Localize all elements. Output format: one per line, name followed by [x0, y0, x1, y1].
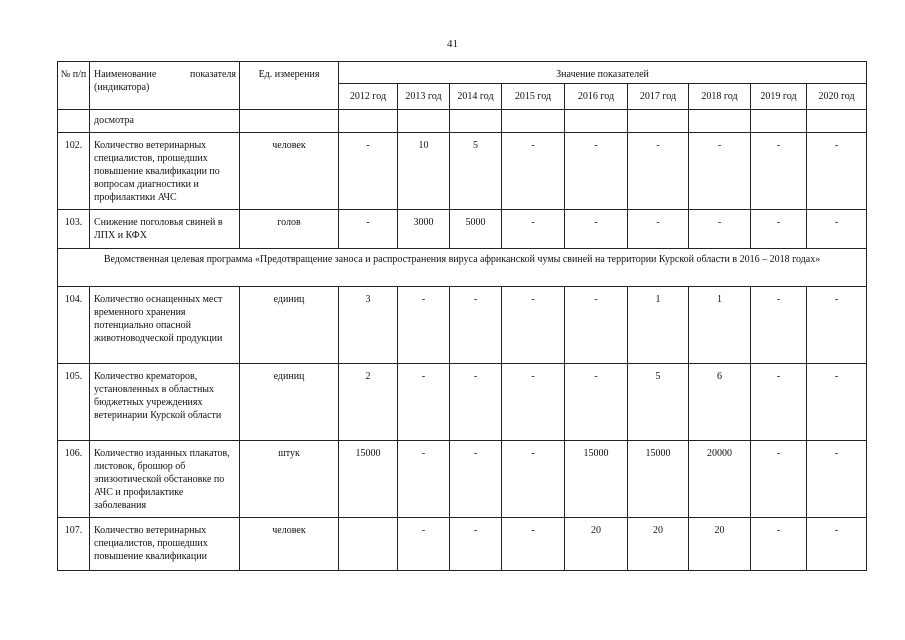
row-value: - — [502, 441, 565, 518]
row-value: - — [398, 287, 450, 364]
row-value: 15000 — [565, 441, 628, 518]
header-name-second: (индикатора) — [94, 82, 150, 93]
row-num: 105. — [58, 364, 90, 441]
row-value: - — [339, 133, 398, 210]
page-number: 41 — [447, 38, 458, 50]
header-name-right: показателя — [189, 69, 236, 80]
row-value: - — [502, 133, 565, 210]
row-value — [628, 110, 689, 133]
row-num: 104. — [58, 287, 90, 364]
row-value: 3 — [339, 287, 398, 364]
row-value: - — [565, 364, 628, 441]
header-values — [339, 62, 867, 84]
row-num: 102. — [58, 133, 90, 210]
table-row — [58, 210, 867, 249]
row-value: - — [565, 133, 628, 210]
row-value: - — [751, 441, 807, 518]
header-num-label: № п/п — [60, 69, 87, 80]
row-value — [751, 110, 807, 133]
row-unit: штук — [240, 441, 339, 518]
row-value: - — [751, 364, 807, 441]
row-unit: единиц — [240, 287, 339, 364]
row-name: Снижение поголовья свиней в ЛПХ и КФХ — [90, 210, 240, 249]
row-name: Количество изданных плакатов, листовок, брошюр об эпизоотической обстановке по АЧС и профилактике заболевания — [90, 441, 240, 518]
row-num: 106. — [58, 441, 90, 518]
row-value: - — [502, 287, 565, 364]
row-value — [398, 110, 450, 133]
row-value: - — [807, 287, 867, 364]
header-year: 2013 год — [398, 84, 450, 110]
table-row — [58, 518, 867, 571]
row-num: 103. — [58, 210, 90, 249]
header-year: 2017 год — [628, 84, 689, 110]
section-title: Ведомственная целевая программа «Предотвращение заноса и распространения вируса африканской чумы свиней на территории Курской области в 2016 – 2018 годах» — [58, 249, 867, 287]
header-year: 2014 год — [450, 84, 502, 110]
row-value: 3000 — [398, 210, 450, 249]
header-num — [58, 62, 90, 110]
table-row — [58, 364, 867, 441]
row-value: - — [689, 133, 751, 210]
row-value: - — [502, 364, 565, 441]
row-value: - — [751, 210, 807, 249]
row-value: - — [565, 210, 628, 249]
section-row — [58, 249, 867, 287]
row-value: - — [751, 133, 807, 210]
row-num — [58, 110, 90, 133]
row-unit: человек — [240, 518, 339, 571]
row-value: 15000 — [628, 441, 689, 518]
row-value: - — [751, 287, 807, 364]
row-value — [339, 110, 398, 133]
row-value: - — [450, 518, 502, 571]
header-year: 2020 год — [807, 84, 867, 110]
row-value — [339, 518, 398, 571]
row-value — [689, 110, 751, 133]
header-name-left: Наименование — [94, 69, 157, 80]
row-value: 20 — [689, 518, 751, 571]
row-value — [502, 110, 565, 133]
row-value: 20 — [628, 518, 689, 571]
row-value: 5000 — [450, 210, 502, 249]
row-value: 20000 — [689, 441, 751, 518]
row-value: - — [807, 364, 867, 441]
row-name: досмотра — [90, 110, 240, 133]
row-value: 2 — [339, 364, 398, 441]
row-value: 1 — [689, 287, 751, 364]
row-value: 6 — [689, 364, 751, 441]
row-unit: голов — [240, 210, 339, 249]
row-value: 1 — [628, 287, 689, 364]
header-year: 2015 год — [502, 84, 565, 110]
row-value: - — [807, 518, 867, 571]
row-value: - — [689, 210, 751, 249]
row-value: 10 — [398, 133, 450, 210]
row-value: - — [398, 364, 450, 441]
header-year: 2019 год — [751, 84, 807, 110]
header-year: 2016 год — [565, 84, 628, 110]
row-unit: человек — [240, 133, 339, 210]
table-row — [58, 441, 867, 518]
row-value: - — [450, 441, 502, 518]
header-year: 2018 год — [689, 84, 751, 110]
row-value: - — [751, 518, 807, 571]
indicators-table — [57, 61, 867, 571]
row-value: - — [502, 210, 565, 249]
table-row — [58, 287, 867, 364]
row-value: 5 — [628, 364, 689, 441]
row-value: - — [565, 287, 628, 364]
row-name: Количество ветеринарных специалистов, прошедших повышение квалификации по вопросам диагностики и профилактики АЧС — [90, 133, 240, 210]
row-value: 20 — [565, 518, 628, 571]
row-value: - — [807, 441, 867, 518]
header-name — [90, 62, 240, 110]
row-value: - — [807, 210, 867, 249]
row-value: 5 — [450, 133, 502, 210]
row-unit — [240, 110, 339, 133]
header-values-label: Значение показателей — [556, 69, 649, 80]
header-row-1 — [58, 62, 867, 84]
table-row — [58, 133, 867, 210]
table-row — [58, 110, 867, 133]
row-value: - — [628, 210, 689, 249]
row-name: Количество крематоров, установленных в областных бюджетных учреждениях ветеринарии Курской области — [90, 364, 240, 441]
row-num: 107. — [58, 518, 90, 571]
row-value — [565, 110, 628, 133]
row-value: - — [450, 287, 502, 364]
row-value: - — [628, 133, 689, 210]
header-unit — [240, 62, 339, 110]
row-name: Количество ветеринарных специалистов, прошедших повышение квалификации — [90, 518, 240, 571]
header-year: 2012 год — [339, 84, 398, 110]
row-value — [450, 110, 502, 133]
row-value: - — [807, 133, 867, 210]
row-value: 15000 — [339, 441, 398, 518]
row-value: - — [502, 518, 565, 571]
header-unit-label: Ед. измерения — [258, 69, 320, 80]
row-value: - — [339, 210, 398, 249]
row-value: - — [398, 441, 450, 518]
row-value: - — [398, 518, 450, 571]
row-value: - — [450, 364, 502, 441]
row-name: Количество оснащенных мест временного хранения потенциально опасной животноводческой продукции — [90, 287, 240, 364]
row-value — [807, 110, 867, 133]
row-unit: единиц — [240, 364, 339, 441]
